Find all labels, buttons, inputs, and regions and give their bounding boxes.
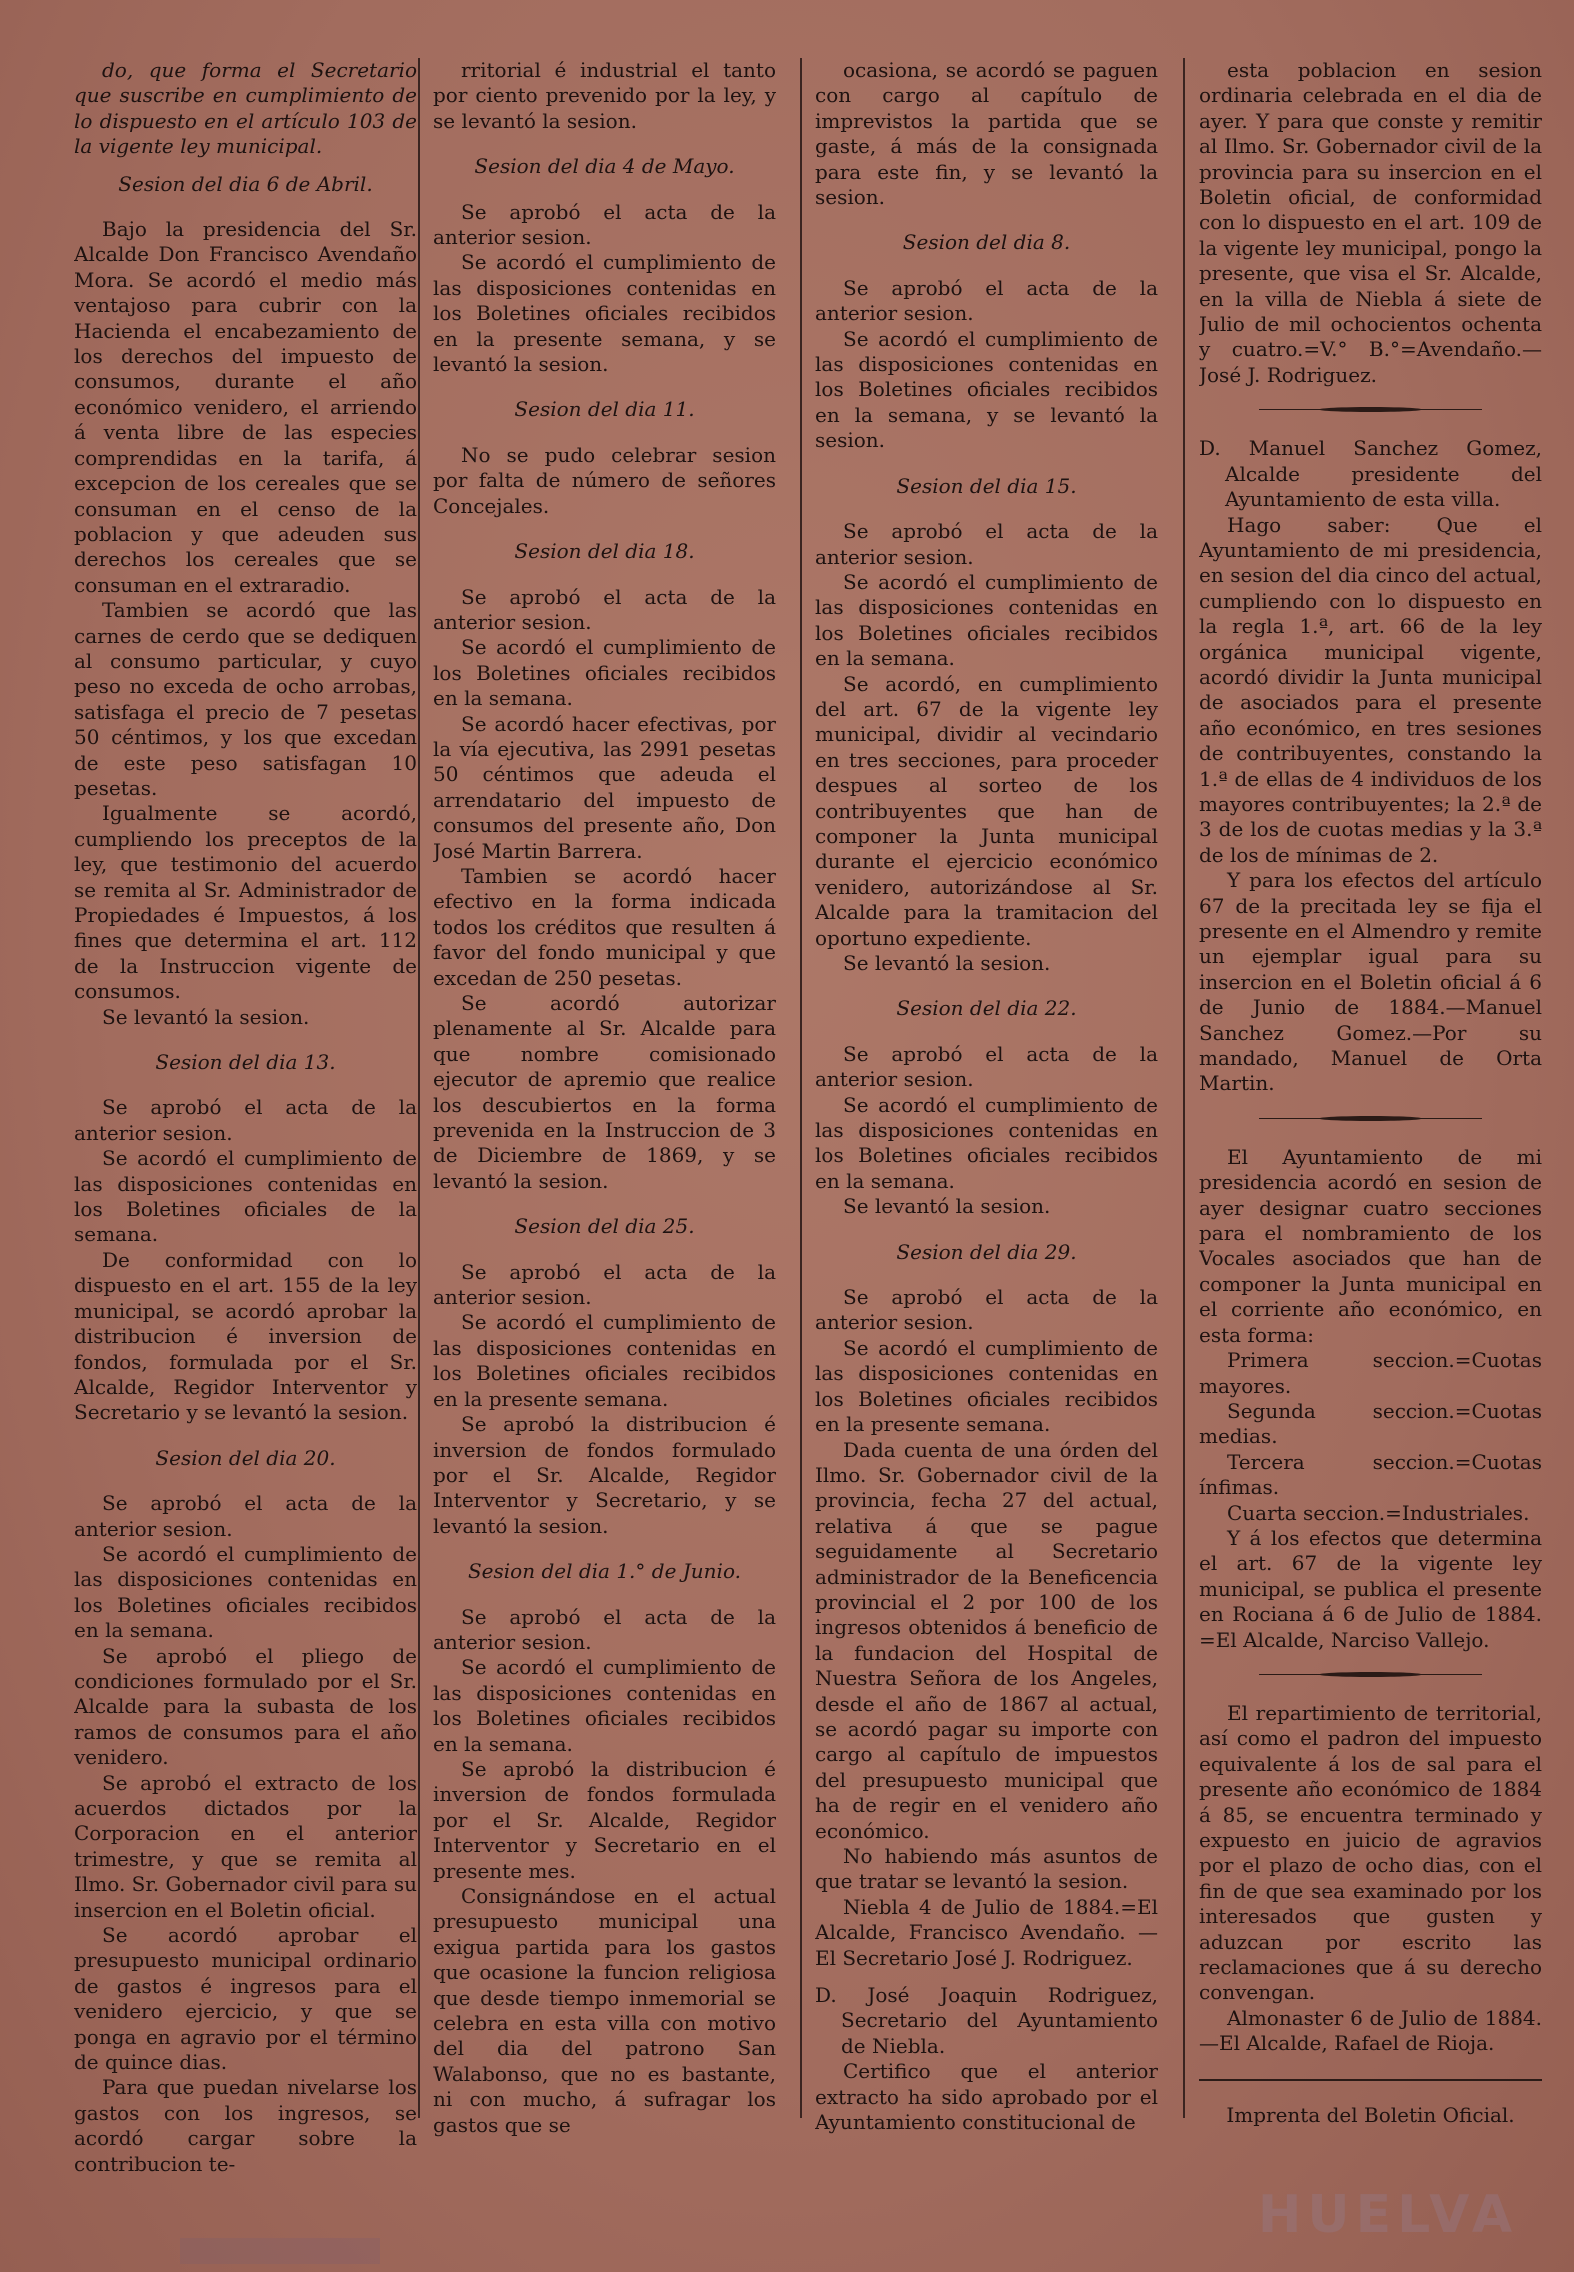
section-heading: Sesion del dia 4 de Mayo. bbox=[474, 154, 735, 179]
section-heading: Sesion del dia 22. bbox=[896, 996, 1077, 1021]
paragraph: Se aprobó el acta de la anterior sesion. bbox=[815, 519, 1158, 569]
paragraph: ocasiona, se acordó se paguen con cargo al capítulo de imprevistos la partida que se gaste, á más de la consignada para este fin, y se levantó la sesion. bbox=[815, 58, 1158, 210]
column-rule bbox=[1183, 58, 1185, 2118]
paragraph: Y para los efectos del artículo 67 de la precitada ley se fija el presente en el Almendro y remite un ejemplar igual para su insercion en el Boletin oficial á 6 de Junio de 1884.—Manuel Sanchez Gomez.—Por su mandado, Manuel de Orta Martin. bbox=[1199, 868, 1542, 1096]
paragraph: Se aprobó el extracto de los acuerdos dictados por la Corporacion en el anterior trimestre, y que se remita al Ilmo. Sr. Gobernador civil para su insercion en el Boletin oficial. bbox=[74, 1770, 417, 1922]
section-heading: Sesion del dia 6 de Abril. bbox=[118, 171, 373, 196]
paragraph: Se acordó el cumplimiento de las disposiciones contenidas en los Boletines oficiales recibidos en la semana. bbox=[815, 569, 1158, 671]
paragraph: Se acordó hacer efectivas, por la vía ejecutiva, las 2991 pesetas 50 céntimos que adeuda el arrendatario del impuesto de consumos del presente año, Don José Martin Barrera. bbox=[433, 711, 776, 863]
column-3 bbox=[815, 58, 1158, 2248]
section-heading: Sesion del dia 18. bbox=[514, 539, 695, 564]
column-rule bbox=[800, 58, 802, 2118]
paragraph: rritorial é industrial el tanto por ciento prevenido por la ley, y se levantó la sesion. bbox=[433, 58, 776, 133]
column-2 bbox=[433, 58, 776, 2248]
column-rule bbox=[418, 58, 420, 2118]
paragraph: Se aprobó el acta de la anterior sesion. bbox=[815, 1041, 1158, 1092]
paragraph: Se acordó el cumplimiento de las disposiciones contenidas en los Boletines oficiales recibidos en la presente semana. bbox=[433, 1310, 776, 1411]
paragraph: Se aprobó el acta de la anterior sesion. bbox=[74, 1095, 417, 1145]
section-heading: Sesion del dia 25. bbox=[514, 1214, 695, 1239]
paragraph: Se acordó aprobar el presupuesto municipal ordinario de gastos é ingresos para el venidero ejercicio, y que se ponga en agravio por el término de quince dias. bbox=[74, 1923, 417, 2075]
paragraph: Se levantó la sesion. bbox=[843, 1194, 1051, 1219]
paragraph: do, que forma el Secretario que suscribe en cumplimiento de lo dispuesto en el artículo 103 de la vigente ley municipal. bbox=[74, 58, 417, 159]
end-rule bbox=[1199, 2079, 1542, 2081]
paragraph: Para que puedan nivelarse los gastos con los ingresos, se acordó cargar sobre la contribucion te- bbox=[74, 2075, 417, 2176]
paragraph: Se aprobó el acta de la anterior sesion. bbox=[815, 1285, 1158, 1335]
section-heading: Sesion del dia 20. bbox=[155, 1445, 336, 1470]
section-heading: Sesion del dia 1.° de Junio. bbox=[467, 1559, 741, 1584]
section-heading: Sesion del dia 11. bbox=[514, 397, 695, 422]
column-1 bbox=[74, 58, 417, 2248]
paragraph: Almonaster 6 de Julio de 1884.—El Alcalde, Rafael de Rioja. bbox=[1199, 2005, 1542, 2056]
paragraph: Bajo la presidencia del Sr. Alcalde Don Francisco Avendaño Mora. Se acordó el medio más ventajoso para cubrir con la Hacienda el encabezamiento de los derechos del impuesto de consumos, durante el año económico venidero, el arriendo á venta libre de las especies comprendidas en la tarifa, á excepcion de los cereales que se consuman en el censo de la poblacion y que adeuden sus derechos los cereales que se consuman en el extraradio. bbox=[74, 217, 417, 597]
paragraph: Se acordó autorizar plenamente al Sr. Alcalde para que nombre comisionado ejecutor de apremio que realice los descubiertos en la forma prevenida en la Instruccion de 3 de Diciembre de 1869, y se levantó la sesion. bbox=[433, 991, 776, 1193]
paragraph: Se acordó el cumplimiento de las disposiciones contenidas en los Boletines oficiales recibidos en la semana. bbox=[74, 1541, 417, 1643]
paragraph: Se aprobó el acta de la anterior sesion. bbox=[433, 199, 776, 250]
paragraph: Tambien se acordó hacer efectivo en la forma indicada todos los créditos que resulten á favor del fondo municipal y que excedan de 250 pesetas. bbox=[433, 863, 776, 990]
paragraph: Se aprobó el acta de la anterior sesion. bbox=[433, 1604, 776, 1654]
paragraph: Se acordó el cumplimiento de las disposiciones contenidas en los Boletines oficiales recibidos en la presente semana. bbox=[815, 1335, 1158, 1437]
notice-role: Secretario del Ayuntamiento de Niebla. bbox=[841, 2008, 1158, 2058]
signature-line: Niebla 4 de Julio de 1884.=El Alcalde, Francisco Avendaño. —El Secretario José J. Rodriguez. bbox=[815, 1894, 1158, 1970]
paragraph: Certifico que el anterior extracto ha sido aprobado por el Ayuntamiento constitucional de bbox=[815, 2059, 1158, 2135]
paragraph: Se acordó, en cumplimiento del art. 67 de la vigente ley municipal, dividir al vecindario en tres secciones, para proceder despues al sorteo de los contribuyentes que han de componer la Junta municipal durante el ejercicio económico venidero, autorizándose al Sr. Alcalde para la tramitacion del oportuno expediente. bbox=[815, 671, 1158, 950]
section-heading: Sesion del dia 13. bbox=[155, 1050, 336, 1075]
archive-watermark: HUELVA bbox=[1257, 2185, 1519, 2245]
paragraph: Se acordó el cumplimiento de las disposiciones contenidas en los Boletines oficiales recibidos en la semana. bbox=[433, 1655, 776, 1756]
paragraph: No se pudo celebrar sesion por falta de número de señores Concejales. bbox=[433, 442, 776, 518]
paragraph: El repartimiento de territorial, así como el padron del impuesto equivalente á los de sal para el presente año económico de 1884 á 85, se encuentra terminado y expuesto en juicio de agravios por el plazo de ocho dias, con el fin de que sea examinado por los interesados que gusten y aduzcan por escrito las reclamaciones que á su derecho convengan. bbox=[1199, 1700, 1542, 2005]
paragraph: Y á los efectos que determina el art. 67 de la vigente ley municipal, se publica el presente en Rociana á 6 de Julio de 1884. =El Alcalde, Narciso Vallejo. bbox=[1199, 1525, 1542, 1652]
paragraph: Se aprobó el pliego de condiciones formulado por el Sr. Alcalde para la subasta de los ramos de consumos para el año venidero. bbox=[74, 1643, 417, 1770]
paragraph: Consignándose en el actual presupuesto municipal una exigua partida para los gastos que ocasione la funcion religiosa que desde tiempo inmemorial se celebra en esta villa con motivo del dia del patrono San Walabonso, que no es bastante, ni con mucho, á sufragar los gastos que se bbox=[433, 1884, 776, 2137]
paragraph: Se levantó la sesion. bbox=[843, 951, 1051, 975]
paragraph: Primera seccion.=Cuotas mayores. bbox=[1199, 1348, 1542, 1398]
paragraph: Cuarta seccion.=Industriales. bbox=[1227, 1500, 1530, 1525]
section-heading: Sesion del dia 15. bbox=[896, 473, 1077, 498]
paragraph: Se aprobó el acta de la anterior sesion. bbox=[74, 1491, 417, 1541]
ornament-divider bbox=[1199, 402, 1542, 418]
printer-imprint: Imprenta del Boletin Oficial. bbox=[1226, 2102, 1515, 2127]
ornament-divider bbox=[1199, 1667, 1542, 1683]
paragraph: Se acordó el cumplimiento de las disposiciones contenidas en los Boletines oficiales recibidos en la semana. bbox=[815, 1092, 1158, 1193]
notice-heading bbox=[1199, 436, 1542, 512]
paragraph: Se aprobó el acta de la anterior sesion. bbox=[433, 584, 776, 634]
paragraph: Tambien se acordó que las carnes de cerdo que se dediquen al consumo particular, y cuyo peso no exceda de ocho arrobas, satisfaga el precio de 7 pesetas 50 céntimos, y los que excedan de este peso satisfagan 10 pesetas. bbox=[74, 598, 417, 800]
paragraph: Se aprobó la distribucion é inversion de fondos formulado por el Sr. Alcalde, Regidor Interventor y Secretario, y se levantó la sesion. bbox=[433, 1412, 776, 1538]
paragraph: El Ayuntamiento de mi presidencia acordó en sesion de ayer designar cuatro secciones para el nombramiento de los Vocales asociados que han de componer la Junta municipal en el corriente año económico, en esta forma: bbox=[1199, 1144, 1542, 1347]
paragraph: esta poblacion en sesion ordinaria celebrada en el dia de ayer. Y para que conste y remitir al Ilmo. Sr. Gobernador civil de la provincia para su insercion en el Boletin oficial, de conformidad con lo dispuesto en el art. 109 de la vigente ley municipal, pongo la presente, que visa el Sr. Alcalde, en la villa de Niebla á siete de Julio de mil ochocientos ochenta y cuatro.=V.° B.°=Avendaño.—José J. Rodriguez. bbox=[1199, 58, 1542, 387]
paragraph: Dada cuenta de una órden del Ilmo. Sr. Gobernador civil de la provincia, fecha 27 del actual, relativa á que se pague seguidamente al Secretario administrador de la Beneficencia provincial el 2 por 100 de los ingresos obtenidos á beneficio de la fundacion del Hospital de Nuestra Señora de los Angeles, desde el año de 1867 al actual, se acordó pagar su importe con cargo al capítulo de impuestos del presupuesto municipal que ha de regir en el venidero año económico. bbox=[815, 1437, 1158, 1843]
archive-stamp bbox=[180, 2238, 380, 2264]
paragraph: Se levantó la sesion. bbox=[102, 1004, 310, 1029]
paragraph: Igualmente se acordó, cumpliendo los preceptos de la ley, que testimonio del acuerdo se remita al Sr. Administrador de Propiedades é Impuestos, á los fines que determina el art. 112 de la Instruccion vigente de consumos. bbox=[74, 801, 417, 1004]
paragraph: Se acordó el cumplimiento de las disposiciones contenidas en los Boletines oficiales recibidos en la semana, y se levantó la sesion. bbox=[815, 326, 1158, 453]
ornament-divider bbox=[1199, 1111, 1542, 1127]
paragraph: Tercera seccion.=Cuotas ínfimas. bbox=[1199, 1449, 1542, 1500]
paragraph: De conformidad con lo dispuesto en el art. 155 de la ley municipal, se acordó aprobar la distribucion é inversion de fondos, formulada por el Sr. Alcalde, Regidor Interventor y Secretario y se levantó la sesion. bbox=[74, 1247, 417, 1425]
paragraph: Se acordó el cumplimiento de las disposiciones contenidas en los Boletines oficiales recibidos en la presente semana, y se levantó la sesion. bbox=[433, 250, 776, 377]
notice-role: Alcalde presidente del Ayuntamiento de esta villa. bbox=[1225, 461, 1542, 512]
paragraph: Se acordó el cumplimiento de las disposiciones contenidas en los Boletines oficiales de la semana. bbox=[74, 1146, 417, 1247]
paragraph: Se aprobó el acta de la anterior sesion. bbox=[433, 1259, 776, 1310]
section-heading: Sesion del dia 8. bbox=[902, 230, 1071, 255]
notice-author: D. José Joaquin Rodriguez, bbox=[815, 1983, 1158, 2008]
paragraph: Se aprobó el acta de la anterior sesion. bbox=[815, 275, 1158, 326]
section-heading: Sesion del dia 29. bbox=[896, 1239, 1077, 1264]
paragraph: Segunda seccion.=Cuotas medias. bbox=[1199, 1398, 1542, 1449]
paragraph: Se aprobó la distribucion é inversion de fondos formulada por el Sr. Alcalde, Regidor Interventor y Secretario en el presente mes. bbox=[433, 1756, 776, 1883]
paragraph: No habiendo más asuntos de que tratar se levantó la sesion. bbox=[815, 1844, 1158, 1894]
paragraph: Se acordó el cumplimiento de los Boletines oficiales recibidos en la semana. bbox=[433, 635, 776, 711]
notice-heading bbox=[815, 1983, 1158, 2059]
notice-author: D. Manuel Sanchez Gomez, bbox=[1199, 436, 1542, 461]
column-4 bbox=[1199, 58, 1542, 2248]
paragraph: Hago saber: Que el Ayuntamiento de mi presidencia, en sesion del dia cinco del actual, cumpliendo con lo dispuesto en la regla 1.ª, art. 66 de la ley orgánica municipal vigente, acordó dividir la Junta municipal de asociados para el presente año económico, en tres sesiones de contribuyentes, constando la 1.ª de ellas de 4 individuos de los mayores contribuyentes; la 2.ª de 3 de los de cuotas medias y la 3.ª de los de mínimas de 2. bbox=[1199, 512, 1542, 867]
